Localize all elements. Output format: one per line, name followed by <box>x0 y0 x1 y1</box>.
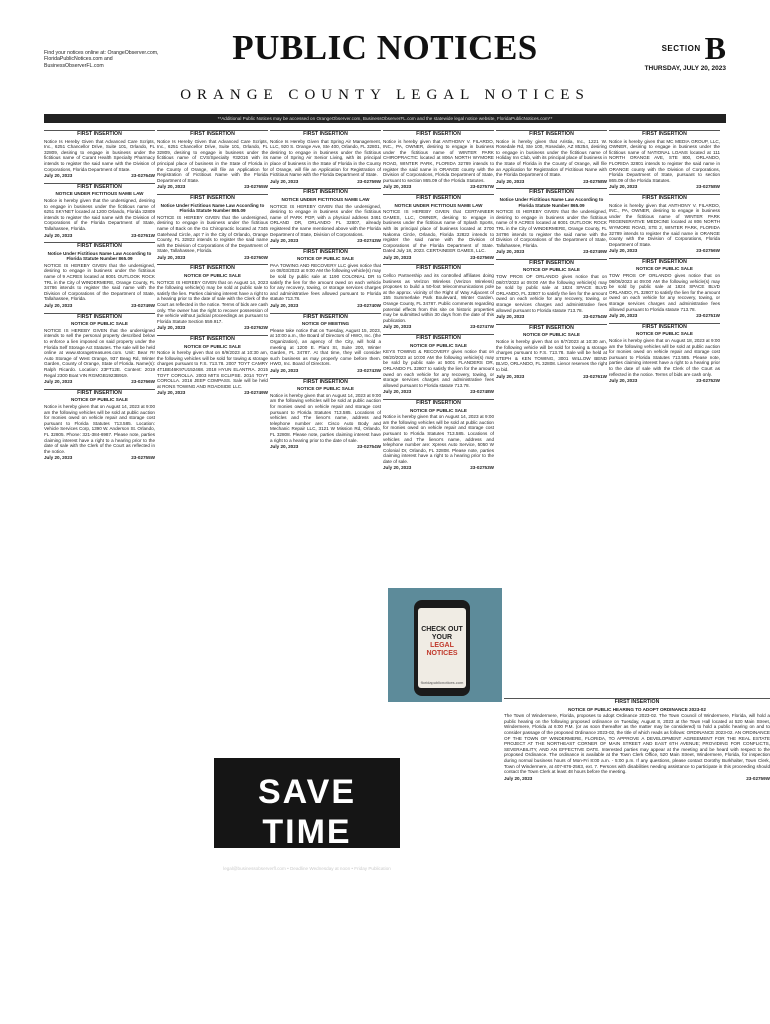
notice-code: 23-02758W <box>583 178 607 184</box>
notice-code: 23-02755W <box>131 455 155 461</box>
legal-notice <box>496 259 607 320</box>
notice-column <box>609 130 720 1010</box>
legal-notice <box>496 324 607 379</box>
ad-contact-bar: legal@businessobserverfl.com • Deadline Wednesday at noon • Friday Publication <box>223 866 391 871</box>
notice-footer <box>609 248 720 254</box>
notice-subheading: NOTICE OF MEETING <box>301 321 350 327</box>
notice-body: Notice is hereby given that on 8/7/2023 at 10:30 am, the following vehicle will be sold for towing & storage charges pursuant to F.S. 713.78. Sale will be held at STEPH & KEN TOWING, 3001 WILLOW BEND BLVD, ORLANDO, FL 32808. Lienor reserves the right to bid. <box>496 339 607 372</box>
notice-code: 23-02758W <box>696 184 720 190</box>
notice-footer <box>157 325 268 331</box>
online-line: Find your notices online at: OrangeObserver.com, <box>44 50 159 56</box>
insertion-heading: FIRST INSERTION <box>157 130 268 138</box>
notice-subheading: NOTICE UNDER FICTITIOUS NAME LAW <box>281 196 370 202</box>
insertion-heading: FIRST INSERTION <box>609 194 720 202</box>
ad-site: floridapublicnotices.com <box>420 680 464 685</box>
legal-notice <box>383 399 494 471</box>
legal-notice <box>383 194 494 261</box>
check-notices-ad[interactable] <box>388 588 502 702</box>
legal-notice <box>609 194 720 254</box>
notice-footer <box>383 184 494 190</box>
notice-date: July 20, 2023 <box>44 232 73 238</box>
insertion-heading: FIRST INSERTION <box>44 183 155 191</box>
insertion-heading: FIRST INSERTION <box>270 248 381 256</box>
notice-footer <box>270 179 381 185</box>
insertion-heading: FIRST INSERTION <box>270 313 381 321</box>
legal-notice <box>44 130 155 179</box>
notice-code: 23-02754W <box>583 314 607 320</box>
notice-date: July 20, 2023 <box>609 184 638 190</box>
notice-subheading: NOTICE OF PUBLIC SALE <box>71 397 128 403</box>
notice-footer <box>496 314 607 320</box>
notice-footer <box>44 455 155 461</box>
ad-line-1: CHECK OUT YOUR <box>421 626 463 641</box>
section-letter: B <box>704 30 726 66</box>
notice-footer <box>496 179 607 185</box>
notice-code: 23-02743W <box>357 238 381 244</box>
notice-code: 23-02764W <box>131 173 155 179</box>
notice-body: Notice is hereby given that Aristia, Inc., 1221 W. Rosedale Rd, Ste 100, Rosedale, AZ 85254, desiring to engage in business under the fictitious name of Holiday Inn Club, with its principal place of business in the State of Florida in the County of Orange, will file an Application for Registration of Fictitious Name with the Florida Department of State. <box>496 138 607 178</box>
notice-column <box>496 130 607 1010</box>
notice-date: July 20, 2023 <box>270 303 299 309</box>
legal-notice <box>496 130 607 184</box>
notice-footer <box>496 249 607 255</box>
notice-subheading: Notice Under Fictitious Name Law According to Florida Statute Number 865.09 <box>47 250 152 262</box>
notice-date: July 20, 2023 <box>44 173 73 179</box>
insertion-heading: FIRST INSERTION <box>44 130 155 138</box>
notice-subheading: NOTICE UNDER FICTITIOUS NAME LAW <box>394 202 483 208</box>
notice-code: 23-02760W <box>244 254 268 260</box>
notice-body: Notice Is Hereby Given that Advanced Care Scripts, Inc., 6251 Chancellor Drive, Suite 101, Orlando, FL 32809, desiring to engage in business under the fictitious name of Curant Health Specialty Pharmacy intends to register the said name with the Division of Corporations, Florida Department of State. <box>44 138 155 172</box>
insertion-heading: FIRST INSERTION <box>609 130 720 138</box>
notice-body: Notice is hereby given that ANTHONY V. FILARDO, INC., PA, OWNER, desiring to engage in business under the fictitious name of WINTER PARK CHIROPRACTIC located at 806A NORTH WYMORE ROAD, WINTER PARK, FLORIDA 32789 intends to register the said name in ORANGE county with the Division of Corporations, Florida Department of State, pursuant to section 865.09 of the Florida Statutes. <box>383 138 494 183</box>
insertion-heading: FIRST INSERTION <box>157 194 268 202</box>
notice-footer <box>157 390 268 396</box>
notice-footer <box>157 255 268 261</box>
notice-code: 23-02740W <box>357 303 381 309</box>
notice-column <box>383 130 494 1010</box>
notice-date: July 20, 2023 <box>44 303 73 309</box>
save-time-ad[interactable] <box>214 758 400 871</box>
legal-notice <box>504 698 770 781</box>
notice-subheading: NOTICE OF PUBLIC SALE <box>636 331 693 337</box>
legal-notice <box>157 264 268 331</box>
legal-notice <box>383 334 494 395</box>
notice-code: 23-02748W <box>470 389 494 395</box>
notice-code: 23-02756W <box>470 254 494 260</box>
legal-notice <box>609 130 720 190</box>
ad-tagline: Email your Legal Notice <box>275 850 339 856</box>
notice-footer <box>270 238 381 244</box>
notice-subheading: NOTICE OF PUBLIC SALE <box>184 343 241 349</box>
insertion-heading: FIRST INSERTION <box>270 378 381 386</box>
notice-code: 23-02753W <box>470 465 494 471</box>
notice-subheading: NOTICE OF PUBLIC SALE <box>297 386 354 392</box>
masthead <box>44 0 726 72</box>
notice-footer <box>157 184 268 190</box>
notice-body: Notice is hereby given that ANTHONY V. FILARDO, INC., PA, OWNER, desiring to engage in business under the fictitious name of WINTER PARK REGENERATIVE MEDICINE located at 806 NORTH WYMORE ROAD, STE 2, WINTER PARK, FLORIDA 32789 intends to register the said name in ORANGE county with the Division of Corporations, Florida Department of State. <box>609 202 720 247</box>
section-label: SECTION <box>661 44 701 53</box>
legal-notice <box>157 335 268 396</box>
legal-notice <box>270 188 381 243</box>
ad-line-2: LEGAL NOTICES <box>426 642 458 657</box>
ordinance-notice <box>504 698 770 785</box>
notice-footer <box>383 324 494 330</box>
notice-body: NOTICE IS HEREBY GIVEN that on August 14, 2023 the following vehicle(s) may be sold at public sale to satisfy the lien. Parties claiming interest have a right to a hearing prior to the date of sale with the Clerk of the Court as reflected in the notice. Terms of bids are cash only. The owner has the right to recover possession of the vehicle without judicial proceedings as pursuant to Florida Statute Section 559.917. <box>157 279 268 324</box>
notice-code: 23-02749W <box>583 249 607 255</box>
notice-body: Notice is hereby given that on August 14, 2023 at 9:00 am the following vehicles will be sold at public auction for monies owed on vehicle repair and storage cost pursuant to Florida Statutes 713.585. Locations of vehicles and The lienor's name, address and telephone number are: Xpress Auto Service, 5050 W Colonial Dr, Orlando, FL 32808. Please note, parties claiming interest have a right to a hearing prior to the date of sale. <box>383 414 494 464</box>
notice-date: July 20, 2023 <box>383 184 412 190</box>
notice-column <box>157 130 268 1010</box>
notice-code: 23-02756W <box>696 248 720 254</box>
insertion-heading: FIRST INSERTION <box>44 313 155 321</box>
notice-column <box>44 130 155 1010</box>
notice-body: NOTICE IS HEREBY GIVEN that the undersigned, desiring to engage in business under the fictitious name of 9 ACRES located at 8001 OUTLOOK ROCK TRL in the City of WINDERMERE, Orange County, FL 34786 intends to register the said name with the Division of Corporations of the Department of State, Tallahassee, Florida. <box>44 262 155 302</box>
notice-column <box>270 130 381 1010</box>
notice-code: 23-02754W <box>357 444 381 450</box>
notice-body: Notice is hereby given that on August 14, 2023 at 9:00 am the following vehicles will be sold at public auction for monies owed on vehicle repair and storage cost pursuant to Florida Statutes 713.585. Location: Vehicle Services Corp, 1390 W. Anderson St. Orlando, FL 32805. Phone: 321-384-6987. Please note, parties claiming interest have a right to a hearing prior to the date of sale with the Clerk of the Court as reflected in the notice. <box>44 403 155 454</box>
notice-subheading: NOTICE OF PUBLIC SALE <box>297 256 354 262</box>
notice-footer <box>609 313 720 319</box>
notice-date: July 20, 2023 <box>383 465 412 471</box>
notice-body: NOTICE IS HEREBY GIVEN that the undersigned, desiring to engage in business under the fictitious name of PARK POP, with a physical address 3461 ORLAND DR, ORLANDO FL 32807, already registered the name mentioned above with the Florida Department of State, Division of Corporations. <box>270 203 381 237</box>
notice-body: NOTICE IS HEREBY GIVEN that the undersigned intends to sell the personal property described below to enforce a lien imposed on said property under the Florida Self Storage Act Statutes. The sale will be held online at www.storagetreasures.com. Unit: Bear Rr Auto Storage of West Orange, 937 Beag Rd, Winter Garden, County of Orange, State of Florida. Name(s): Ralph Ricardo. Location: 23FT12E. Content: 2019 Regal 2300 Boat VIN RGMGB1923B919. <box>44 327 155 378</box>
section-block <box>586 30 726 72</box>
notice-code: 23-02752W <box>696 378 720 384</box>
legal-notice <box>270 313 381 374</box>
notice-body: NOTICE IS HEREBY GIVEN that the undersigned, desiring to engage in business under the fictitious name of 9 ACRES located at 8001 OUTLOOK ROCK TRL in the City of WINDERMERE, Orange County, FL 34786 intends to register the said name with the Division of Corporations of the Department of State, Tallahassee, Florida. <box>496 209 607 248</box>
notice-body: TOW PROS OF ORLANDO gives notice that on 08/06/2023 at 09:00 AM the following vehicle(s) may be sold by public sale at 1824 SPACE BLVD ORLANDO, FL 32807 to satisfy the lien for the amount owed on each vehicle for any recovery, towing, or storage services charges and administrative fees allowed pursuant to Florida statute 713.78. <box>609 273 720 312</box>
notice-date: July 20, 2023 <box>383 324 412 330</box>
online-line: FloridaPublicNotices.com and <box>44 56 113 63</box>
notice-date: July 20, 2023 <box>609 313 638 319</box>
notice-body: The Town of Windermere, Florida, proposes to adopt Ordinance 2023-02. The Town Council of Windermere, Florida, will hold a public hearing on the following proposed ordinance on Tuesday, August 8, 2023 at the Town Hall located at 520 Main Street, Windermere, Florida at 6:00 P.M. (or as soon thereafter as the matter may be considered) to hold a public hearing on and to consider passage of the proposed Ordinance 2023-02, the title of which reads as follows: ORDINANCE 2023-02. AN ORDINANCE OF THE TOWN OF WINDERMERE, FLORIDA, TO APPROVE A DEVELOPMENT AGREEMENT FOR THE REAL ESTATE PROJECT AT THE NORTHEAST CORNER OF MAIN STREET AND EAST 6TH AVENUE; PROVIDING FOR CONFLICTS, SEVERABILITY, AND AN EFFECTIVE DATE. Interested parties may appear at the meeting and be heard with respect to the proposed Ordinance. The ordinance is available at the Town Clerk Office, 520 Main Street, Windermere, Florida, for inspection during normal business hours of Mon-Fri 8:00 a.m. - 5:00 p.m. If any questions, please contact Dorothy Burkhalter, Town Clerk, Town of Windermere, at 407-876-2563, ext. 7. Persons with disabilities needing assistance to participate in this proceeding should contact the Town Clerk at least 48 hours before the meeting. <box>504 713 770 775</box>
insertion-heading: FIRST INSERTION <box>383 399 494 407</box>
notice-date: July 20, 2023 <box>609 378 638 384</box>
insertion-heading: FIRST INSERTION <box>504 698 770 706</box>
insertion-heading: FIRST INSERTION <box>383 130 494 138</box>
notice-subheading: NOTICE OF PUBLIC HEARING TO ADOPT ORDINANCE 2023-02 <box>568 706 706 712</box>
info-ribbon: **Additional Public Notices may be accessed on OrangeObserver.com, BusinessObserverFL.com and the statewide legal notice website, FloridaPublicNotices.com** <box>44 114 726 123</box>
notice-body: Notice is hereby given that the undersigned, desiring to engage in business under the fictitious name of 6251 SKYNET located at 1200 Orlando, Florida 32809 intends to register the said name with the Division of Corporations of the Florida Department of State, Tallahassee, Florida. <box>44 197 155 231</box>
notice-columns <box>44 130 770 1010</box>
notice-body: PAA TOWING AND RECOVERY LLC gives notice that on 08/03/2023 at 9:00 AM the following vehicle(s) may be sold by public sale at 1190 COLONIAL DR to satisfy the lien for the amount owed on each vehicle for any recovery, towing, or storage services charges and administrative fees allowed pursuant to Florida statute 713.78. <box>270 262 381 302</box>
legal-notice <box>44 242 155 309</box>
notice-footer <box>609 184 720 190</box>
notice-subheading: Notice Under Fictitious Name Law According to Florida Statute Number 865.09 <box>160 202 265 214</box>
notice-footer <box>44 173 155 179</box>
notice-code: 23-02747W <box>470 324 494 330</box>
notice-body: TOW PROS OF ORLANDO gives notice that on 08/07/2023 at 09:00 AM the following vehicle(s) may be sold by public sale at 1824 SPACE BLVD ORLANDO, FL 32807 to satisfy the lien for the amount owed on each vehicle for any recovery, towing, or storage services charges and administrative fees allowed pursuant to Florida statute 713.78. <box>496 274 607 313</box>
insertion-heading: FIRST INSERTION <box>496 188 607 196</box>
legal-notice <box>270 130 381 184</box>
insertion-heading: FIRST INSERTION <box>496 324 607 332</box>
insertion-heading: FIRST INSERTION <box>270 130 381 138</box>
notice-date: July 20, 2023 <box>496 373 525 379</box>
issue-date: THURSDAY, JULY 20, 2023 <box>644 65 726 72</box>
notice-footer <box>609 378 720 384</box>
notice-subheading: NOTICE OF PUBLIC SALE <box>636 266 693 272</box>
notice-subheading: NOTICE OF PUBLIC SALE <box>184 273 241 279</box>
insertion-heading: FIRST INSERTION <box>383 264 494 272</box>
phone-screen <box>418 608 466 688</box>
notice-body: Notice Is Hereby Given that Advanced Care Scripts, Inc., 6251 Chancellor Drive, Suite 101, Orlando, FL 32809, desiring to engage in business under the fictitious name of CVS/Specialty #32016 with its principal place of business in the State of Florida in the County of Orange, will file an Application for Registration of Fictitious Name with the Florida Department of State. <box>157 138 268 183</box>
notice-code: 23-02757W <box>470 184 494 190</box>
notice-footer <box>383 465 494 471</box>
notice-code: 23-02766W <box>131 379 155 385</box>
notice-code: 23-02765W <box>244 184 268 190</box>
notice-date: July 20, 2023 <box>44 379 73 385</box>
notice-body: KEYS TOWING & RECOVERY gives notice that on 08/20/2023 at 10:00 AM the following vehicle(s) may be sold by public sale at 5001 FLANDERS DR, ORLANDO FL 32807 to satisfy the lien for the amount owed on each vehicle for any recovery, towing, or storage services charges and administrative fees allowed pursuant to Florida statute 713.78. <box>383 349 494 388</box>
insertion-heading: FIRST INSERTION <box>496 259 607 267</box>
notice-date: July 20, 2023 <box>383 389 412 395</box>
notice-date: July 20, 2023 <box>270 238 299 244</box>
legal-notice <box>609 258 720 319</box>
insertion-heading: FIRST INSERTION <box>383 194 494 202</box>
legal-notice <box>157 130 268 190</box>
section-banner: ORANGE COUNTY LEGAL NOTICES <box>180 87 590 103</box>
notice-body: Cellco Partnership and its controlled affiliates doing business as Verizon Wireless (Verizon Wireless) proposes to build a 50-foot telecommunications pole at the approx. vicinity of the Right of Way Adjacent of 155 Summerlake Park Boulevard, Winter Garden, Orange County, FL 34787. Public comments regarding potential effects from this site on historic properties may be submitted within 30 days from the date of this publication. <box>383 273 494 323</box>
notice-code: 23-02761W <box>583 373 607 379</box>
notice-body: Notice is hereby given that on August 14, 2023 at 9:00 am the following vehicles will be sold at public auction for monies owed on vehicle repair and storage cost pursuant to Florida Statutes 713.585. Locations of vehicles and The lienor's name, address and telephone number are: Cisco Auto Body and Mechanic Repair LLC, 3121 W Mission Rd, Orlando, FL 32808. Please note, parties claiming interest have a right to a hearing prior to the date of sale. <box>270 392 381 443</box>
notice-footer <box>496 374 607 380</box>
insertion-heading: FIRST INSERTION <box>44 389 155 397</box>
notice-code: 23-02749W <box>131 303 155 309</box>
legal-notice <box>44 313 155 385</box>
notice-date: July 20, 2023 <box>383 254 412 260</box>
notice-date: July 20, 2023 <box>496 314 525 320</box>
notice-body: Notice Is Hereby Given that Spring Air Management, LLC, 920 S. Orange Ave, Ste 400, Orlando, FL 32801, desiring to engage in business under the fictitious name of Spring Air Senior Living, with its principal place of business in the State of Florida in the County of Orange, will file an Application for Registration of Fictitious Name with the Florida Department of State. <box>270 138 381 178</box>
notice-code: 23-02749W <box>244 390 268 396</box>
insertion-heading: FIRST INSERTION <box>609 258 720 266</box>
legal-notice <box>609 323 720 384</box>
notice-code: 23-02759W <box>746 775 770 781</box>
notice-body: Notice is hereby given that MC MEDIA GROUP, LLC, OWNER, desiring to engage in business under the fictitious name of NATIONAL LOANS located at 111 NORTH ORANGE AVE, STE 800, ORLANDO, FLORIDA 32801 intends to register the said name in ORANGE county with the Division of Corporations, Florida Department of State, pursuant to section 865.09 of the Florida Statutes. <box>609 138 720 183</box>
notice-subheading: NOTICE OF PUBLIC SALE <box>71 321 128 327</box>
legal-notice <box>44 183 155 238</box>
notice-date: July 20, 2023 <box>44 455 73 461</box>
insertion-heading: FIRST INSERTION <box>157 335 268 343</box>
ad-headline: SAVE TIME <box>257 773 357 851</box>
notice-date: July 20, 2023 <box>157 254 186 260</box>
notice-code: 23-02762W <box>244 325 268 331</box>
notice-footer <box>504 776 770 782</box>
online-line: BusinessObserverFL.com <box>44 62 104 69</box>
legal-notice <box>44 389 155 461</box>
legal-notice <box>383 130 494 190</box>
notice-footer <box>270 368 381 374</box>
notice-subheading: NOTICE OF PUBLIC SALE <box>410 407 467 413</box>
notice-body: NOTICE IS HEREBY GIVEN that the undersigned, desiring to engage in business under the fictitious name of Back on the Go Chiropractic located at 7345 Gatehead Circle, apt 7 in the City of Orlando, Orange County, FL 32822 intends to register the said name with the Division of Corporations of the Department of State, Tallahassee, Florida. <box>157 214 268 254</box>
notice-date: July 20, 2023 <box>496 178 525 184</box>
insertion-heading: FIRST INSERTION <box>44 242 155 250</box>
notice-code: 23-02759W <box>357 178 381 184</box>
notice-code: 23-02751W <box>696 313 720 319</box>
notice-footer <box>383 255 494 261</box>
notice-date: July 20, 2023 <box>270 178 299 184</box>
notice-body: NOTICE IS HEREBY GIVEN that CERTAINEER GAMES, LLC, OWNER, desiring to engage in business under the fictitious name of Splash Sports, with its principal place of business located at 3700 Nakoma Circle, Orlando, Florida 32822 intends to register the said name with the Division of Corporations of the Florida Department of State. Dated July 18, 2023. CERTAINEER GAMES, LLC. <box>383 209 494 254</box>
notice-date: July 20, 2023 <box>157 184 186 190</box>
notice-subheading: NOTICE OF PUBLIC SALE <box>523 267 580 273</box>
notice-code: 23-02761W <box>131 232 155 238</box>
notice-body: Please take notice that on Tuesday, August 15, 2023, at 10:00 a.m., the Board of Directors of HWO, Inc. (the Organization), an agency of the City, will hold a meeting at 1200 E. Plant St, Suite 200, Winter Garden, FL 34787. At that time, they will consider such business as may properly come before them. HWO, Inc. Board of Directors. <box>270 327 381 367</box>
notice-subheading: NOTICE UNDER FICTITIOUS NAME LAW <box>55 191 144 197</box>
notice-code: 23-02743W <box>357 367 381 373</box>
notice-date: July 20, 2023 <box>157 325 186 331</box>
legal-notice <box>157 194 268 261</box>
legal-notice <box>270 378 381 450</box>
notice-body: Notice is hereby given that on August 18, 2023 at 9:00 am the following vehicles will be sold at public auction for monies owed on vehicle repair and storage cost pursuant to Florida Statutes 713.585. Please note, parties claiming interest have a right to a hearing prior to the date of sale with the Clerk of the Court as reflected in the notice. Terms of bids are cash only. <box>609 338 720 377</box>
legal-notice <box>383 264 494 330</box>
notice-footer <box>44 303 155 309</box>
notice-body: Notice is hereby given that on 8/9/2023 at 10:30 am, the following vehicles will be sold for towing & storage charges pursuant to F.S. 713.78. 2007 TOYT CAMRY 4T1BE46K97U152468. 2018 HYUN ELANTRA. 2015 TOYT COROLLA. 2003 MITS ECLIPSE. 2014 TOYT COROLLA. 2016 JEEP COMPASS. Sale will be held at RONS TOWING AND ROADSIDE LLC. <box>157 350 268 389</box>
notice-footer <box>270 444 381 450</box>
insertion-heading: FIRST INSERTION <box>496 130 607 138</box>
insertion-heading: FIRST INSERTION <box>609 323 720 331</box>
notice-date: July 20, 2023 <box>496 249 525 255</box>
insertion-heading: FIRST INSERTION <box>383 334 494 342</box>
notice-date: July 20, 2023 <box>609 248 638 254</box>
insertion-heading: FIRST INSERTION <box>270 188 381 196</box>
notice-date: July 20, 2023 <box>270 367 299 373</box>
notice-subheading: NOTICE OF PUBLIC SALE <box>523 332 580 338</box>
notice-date: July 20, 2023 <box>270 444 299 450</box>
notice-footer <box>44 379 155 385</box>
notice-footer <box>383 389 494 395</box>
notice-date: July 20, 2023 <box>504 775 533 781</box>
insertion-heading: FIRST INSERTION <box>157 264 268 272</box>
notice-date: July 20, 2023 <box>157 390 186 396</box>
legal-notice <box>270 248 381 309</box>
page-title: PUBLIC NOTICES <box>232 28 538 67</box>
notice-footer <box>270 303 381 309</box>
phone-icon <box>414 600 470 696</box>
legal-notice <box>496 188 607 255</box>
notice-subheading: Notice Under Fictitious Name Law According to Florida Statute Number 865.09 <box>499 196 604 208</box>
notice-subheading: NOTICE OF PUBLIC SALE <box>410 342 467 348</box>
notice-footer <box>44 233 155 239</box>
